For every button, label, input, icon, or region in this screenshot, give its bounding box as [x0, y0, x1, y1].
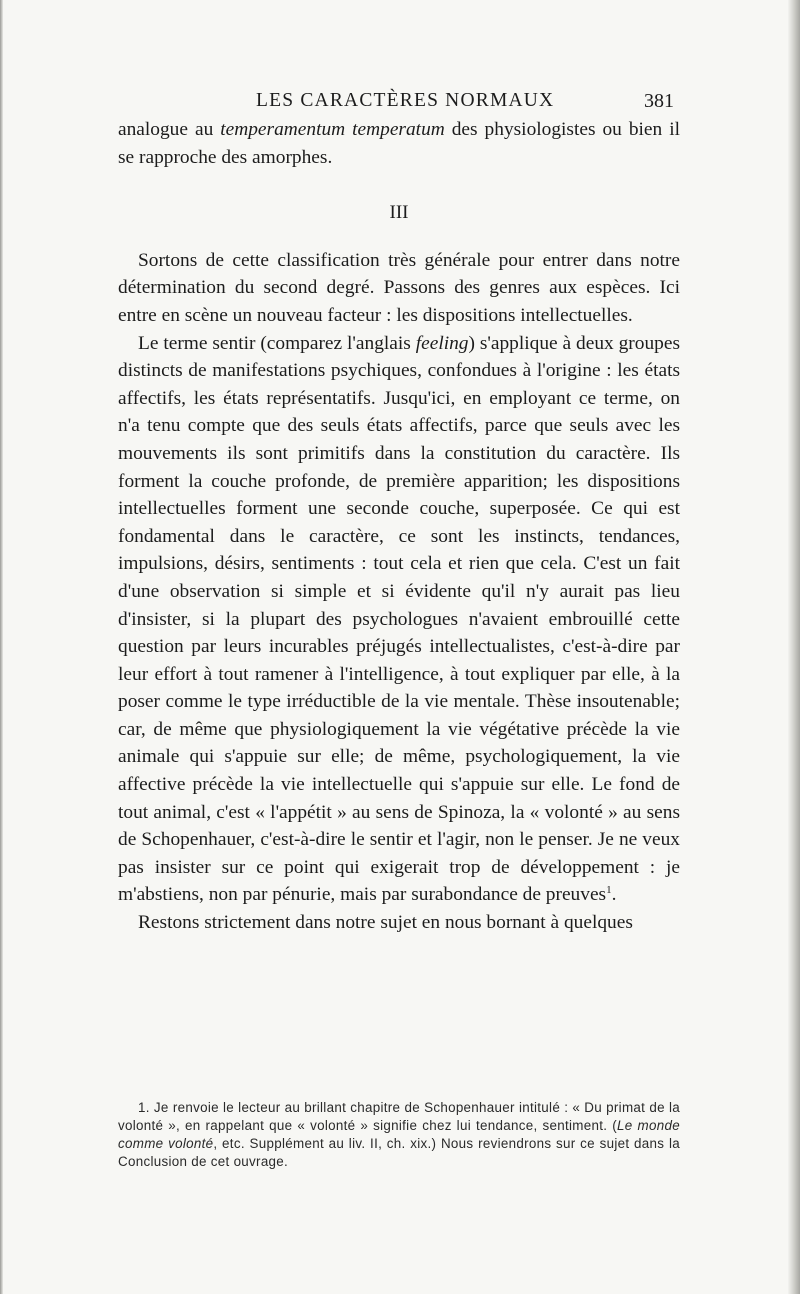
text-run: .	[611, 884, 617, 906]
paragraph-continuation	[118, 116, 680, 171]
running-title: LES CARACTÈRES NORMAUX	[256, 90, 555, 111]
italic-term: temperamentum temperatum	[220, 119, 445, 140]
paragraph: Sortons de cette classification très générale pour entrer dans notre détermination du second degré. Passons des genres aux espèces. Ici entre en scène un nouveau facteur : les dispositions intellectuelles.	[118, 249, 680, 326]
text-run: analogue au	[118, 119, 221, 140]
paragraph: Restons strictement dans notre sujet en nous bornant à quelques	[138, 912, 633, 934]
footnote	[118, 1099, 680, 1171]
text-run: des physiologistes ou bien il se rapproche des amorphes.	[118, 119, 680, 168]
paragraph	[118, 330, 680, 909]
text-run: , etc. Supplément au liv. II, ch. xix.) Nous reviendrons sur ce sujet dans la Conclusion de cet ouvrage.	[118, 1136, 680, 1169]
text-run: ) s'applique à deux groupes distincts de manifestations psychiques, confondues à l'origine : les états affectifs, les états représentatifs. Jusqu'ici, en employant ce terme, on n'a tenu compte que des seuls états affectifs, parce que seuls avec les mouvements ils sont primitifs dans la constitution du caractère. Ils forment la couche profonde, de première apparition; les dispositions intellectuelles forment une seconde couche, superposée. Ce qui est fondamental dans le caractère, ce sont les instincts, tendances, impulsions, désirs, sentiments : tout cela et rien que cela. C'est un fait d'une observation si simple et si évidente qu'il n'y aurait pas lieu d'insister, si la plupart des psychologues n'avaient embrouillé cette question par leurs incurables préjugés intellectualistes, c'est-à-dire par leur effort à tout ramener à l'intelligence, à tout expliquer par elle, à la poser comme le type irréductible de la vie mentale. Thèse insoutenable; car, de même que physiologiquement la vie végétative précède la vie animale qui s'appuie sur elle; de même, psychologiquement, la vie affective précède la vie intellectuelle qui s'appuie sur elle. Le fond de tout animal, c'est « l'appétit » au sens de Spinoza, la « volonté » au sens de Schopenhauer, c'est-à-dire le sentir et l'agir, non le penser. Je ne veux pas insister sur ce point qui exigerait trop de développement : je m'abstiens, non par pénurie, mais par surabondance de preuves	[118, 332, 680, 906]
text-run: Le terme sentir (comparez l'anglais	[138, 332, 416, 354]
text-run: 1. Je renvoie le lecteur au brillant chapitre de Schopenhauer intitulé : « Du primat de la volonté », en rappelant que « volonté » signifie chez lui tendance, sentiment. (	[118, 1100, 680, 1133]
footnotes	[118, 1099, 680, 1171]
footnote-reference[interactable]: 1	[606, 884, 612, 897]
page-number: 381	[644, 90, 674, 112]
italic-title: Le monde comme volonté	[118, 1118, 680, 1151]
italic-term: feeling	[415, 332, 469, 354]
section-number: III	[389, 202, 409, 224]
body-text	[118, 116, 680, 937]
running-header	[0, 90, 800, 114]
